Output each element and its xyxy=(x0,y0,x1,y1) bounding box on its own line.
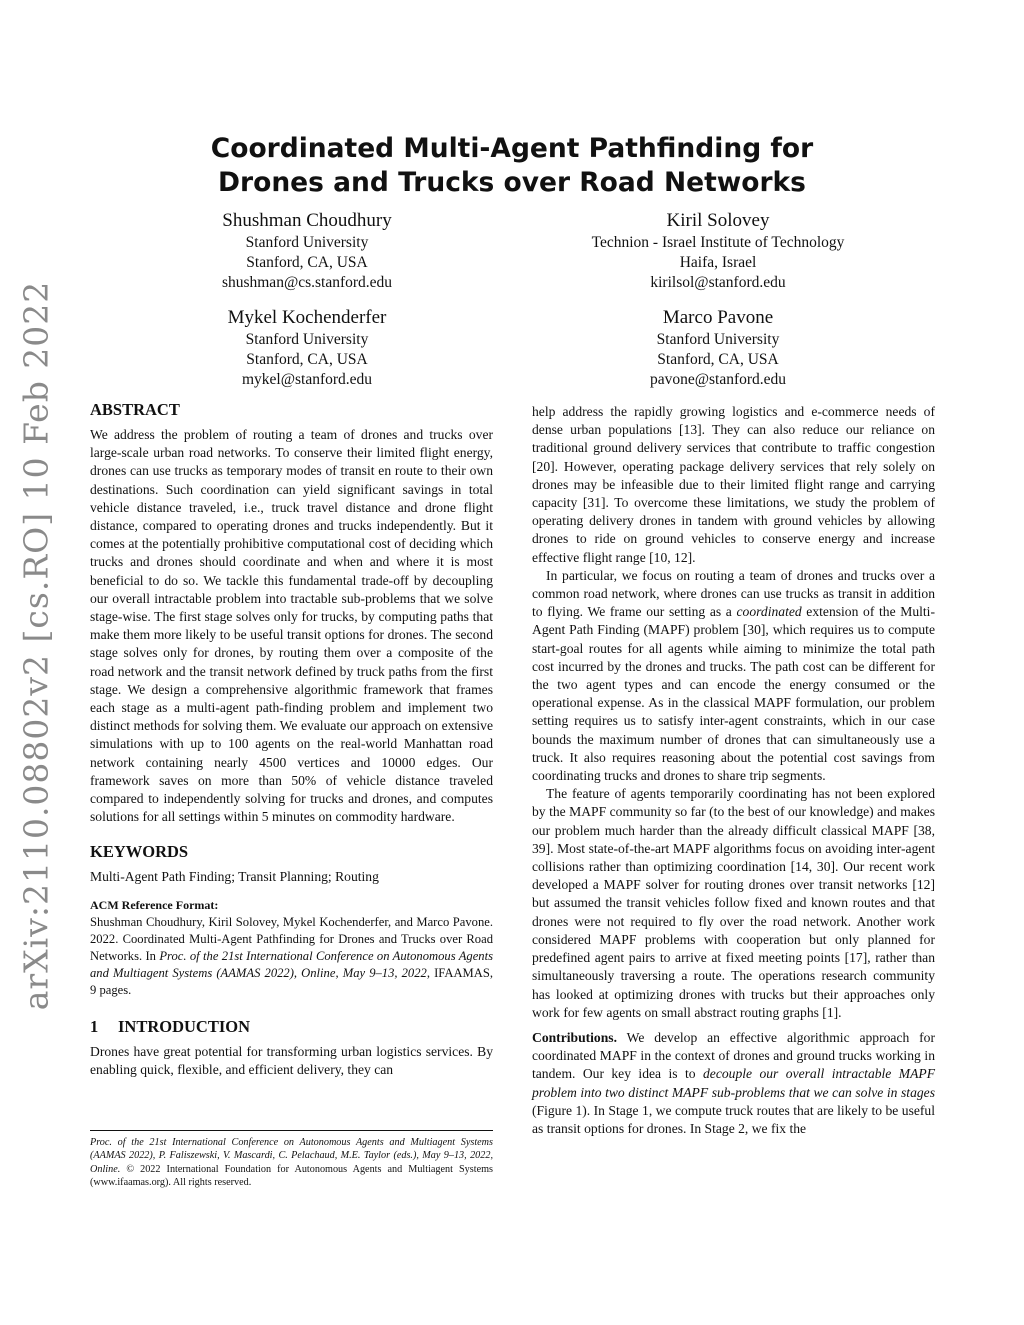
footnote-text: Proc. of the 21st International Conference on Autonomous Agents and Multiagent Systems (AAMAS 2022), P. Faliszewski, V. Mascardi, C. Pelachaud, M.E. Taylor (eds.), May 9–13, 2022, Online. © 2022 International Foundation for Autonomous Agents and Multiagent Systems (www.ifaamas.org). All rights reserved. xyxy=(90,1137,493,1188)
acm-reference-heading: ACM Reference Format: xyxy=(90,897,219,912)
intro-left-text: Drones have great potential for transforming urban logistics services. By enabling quick, flexible, and efficient delivery, they can xyxy=(90,1043,493,1078)
author-name: Mykel Kochenderfer xyxy=(227,307,387,328)
author-email: shushman@cs.stanford.edu xyxy=(221,274,393,291)
section-number: 1 xyxy=(90,1016,99,1036)
author-block-2 xyxy=(538,209,898,293)
author-email: mykel@stanford.edu xyxy=(241,371,373,388)
author-affiliation: Stanford University xyxy=(245,234,369,251)
introduction-heading xyxy=(90,1017,493,1037)
author-block-1 xyxy=(127,209,487,293)
author-name: Shushman Choudhury xyxy=(222,210,392,231)
right-column xyxy=(532,403,935,1138)
keywords-heading: KEYWORDS xyxy=(90,842,189,862)
intro-paragraph-3: The feature of agents temporarily coordinating has not been explored by the MAPF community so far (to the best of our knowledge) and makes our problem much harder than the already difficult classical MAPF [38, 39]. Most state-of-the-art MAPF algorithms focus on avoiding inter-agent collisions rather than optimizing coordination [14, 30]. Our recent work developed a MAPF solver for routing drones over transit networks [12] but assumed the transit vehicles follow fixed and known routes and that drones were not required to fly over the road network. Another work considered MAPF problems with cooperation but only planned for predefined agent pairs to arrive at fixed meeting points [17], rather than simultaneously traversing a route. The operations research community has looked at optimizing drones with trucks but their approaches only work for few agents on small abstract routing graphs [1]. xyxy=(532,786,935,1020)
section-title: INTRODUCTION xyxy=(118,1016,251,1036)
author-affiliation: Technion - Israel Institute of Technology xyxy=(591,234,845,251)
intro-paragraph-1: help address the rapidly growing logistics and e-commerce needs of dense urban populations [13]. They can also reduce our reliance on traditional ground delivery services that contribute to traffic congestion [20]. However, operating package delivery services that rely solely on drones may be infeasible due to their limited flight range and carrying capacity [31]. To overcome these limitations, we study the problem of operating delivery drones in tandem with ground vehicles by allowing drones to ride on ground vehicles to conserve energy and increase effective flight range [10, 12]. xyxy=(532,404,935,565)
title-line-1: Coordinated Multi-Agent Pathfinding for xyxy=(210,133,814,164)
author-block-4 xyxy=(538,306,898,390)
arxiv-watermark xyxy=(6,280,66,1010)
author-affiliation: Stanford University xyxy=(245,331,369,348)
author-email: pavone@stanford.edu xyxy=(649,371,787,388)
title-line-2: Drones and Trucks over Road Networks xyxy=(218,167,806,198)
author-location: Stanford, CA, USA xyxy=(657,351,779,368)
keywords-text: Multi-Agent Path Finding; Transit Planning; Routing xyxy=(90,869,379,885)
arxiv-id: arXiv:2110.08802v2 [cs.RO] 10 Feb 2022 xyxy=(16,280,56,1010)
author-location: Stanford, CA, USA xyxy=(246,254,368,271)
contributions-paragraph: Contributions. We develop an effective algorithmic approach for coordinated MAPF in the context of drones and ground trucks working in tandem. Our key idea is to decouple our overall intractable MAPF problem into two distinct MAPF sub-problems that we can solve in stages (Figure 1). In Stage 1, we compute truck routes that are likely to be useful as transit options for drones. In Stage 2, we fix the xyxy=(532,1029,935,1136)
author-affiliation: Stanford University xyxy=(656,331,780,348)
paper-title xyxy=(150,132,874,200)
author-block-3 xyxy=(127,306,487,390)
footnote xyxy=(90,1130,493,1189)
author-location: Haifa, Israel xyxy=(679,254,757,271)
contributions-label: Contributions. xyxy=(532,1029,617,1045)
author-name: Marco Pavone xyxy=(662,307,774,328)
left-column xyxy=(90,400,493,1079)
author-email: kirilsol@stanford.edu xyxy=(650,274,786,291)
acm-reference-text: Shushman Choudhury, Kiril Solovey, Mykel Kochenderfer, and Marco Pavone. 2022. Coordinated Multi-Agent Pathfinding for Drones and Trucks over Road Networks. In Proc. of the 21st International Conference on Autonomous Agents and Multiagent Systems (AAMAS 2022), Online, May 9–13, 2022, IFAAMAS, 9 pages. xyxy=(90,914,494,997)
abstract-text: We address the problem of routing a team of drones and trucks over large-scale urban road networks. To conserve their limited flight energy, drones can use trucks as temporary modes of transit en route to their own destinations. Such coordination can yield significant savings in total vehicle distance traveled, i.e., truck travel distance and drone flight distance, compared to operating drones and trucks independently. But it comes at the potentially prohibitive computational cost of deciding which trucks and drones should coordinate and when and where it is most beneficial to do so. We tackle this fundamental trade-off by decoupling our overall intractable problem into tractable sub-problems that we solve stage-wise. The first stage solves only for trucks, by computing paths that make them more likely to be useful transit options for drones. The second stage solves only for drones, by routing them over a composite of the road network and the transit network defined by truck paths from the first stage. We design a comprehensive algorithmic framework that frames each stage as a multi-agent path-finding problem and implement two distinct methods for solving them. We evaluate our approach on extensive simulations with up to 100 agents on the real-world Manhattan road network containing nearly 4500 vertices and 10000 edges. Our framework saves on more than 50% of vehicle distance traveled compared to independently solving for trucks and drones, and computes solutions for all settings within 5 minutes on commodity hardware. xyxy=(90,427,493,825)
abstract-heading: ABSTRACT xyxy=(90,400,180,419)
author-name: Kiril Solovey xyxy=(666,210,770,231)
author-location: Stanford, CA, USA xyxy=(246,351,368,368)
intro-paragraph-2: In particular, we focus on routing a team of drones and trucks over a common road network, where drones can use trucks as transit in addition to flying. We frame our setting as a coordinated extension of the Multi-Agent Path Finding (MAPF) problem [30], which requires us to compute start-goal routes for all agents while aiming to minimize the total path cost incurred by the drones and trucks. The path cost can be different for the two agent types and can encode the energy consumed or the operational expense. As in the classical MAPF formulation, our problem setting requires us to satisfy inter-agent constraints, which in our case bounds the maximum number of drones that can simultaneously use a truck. It also requires reasoning about the potential cost savings from coordinating trucks and drones to share trip segments. xyxy=(532,567,935,784)
